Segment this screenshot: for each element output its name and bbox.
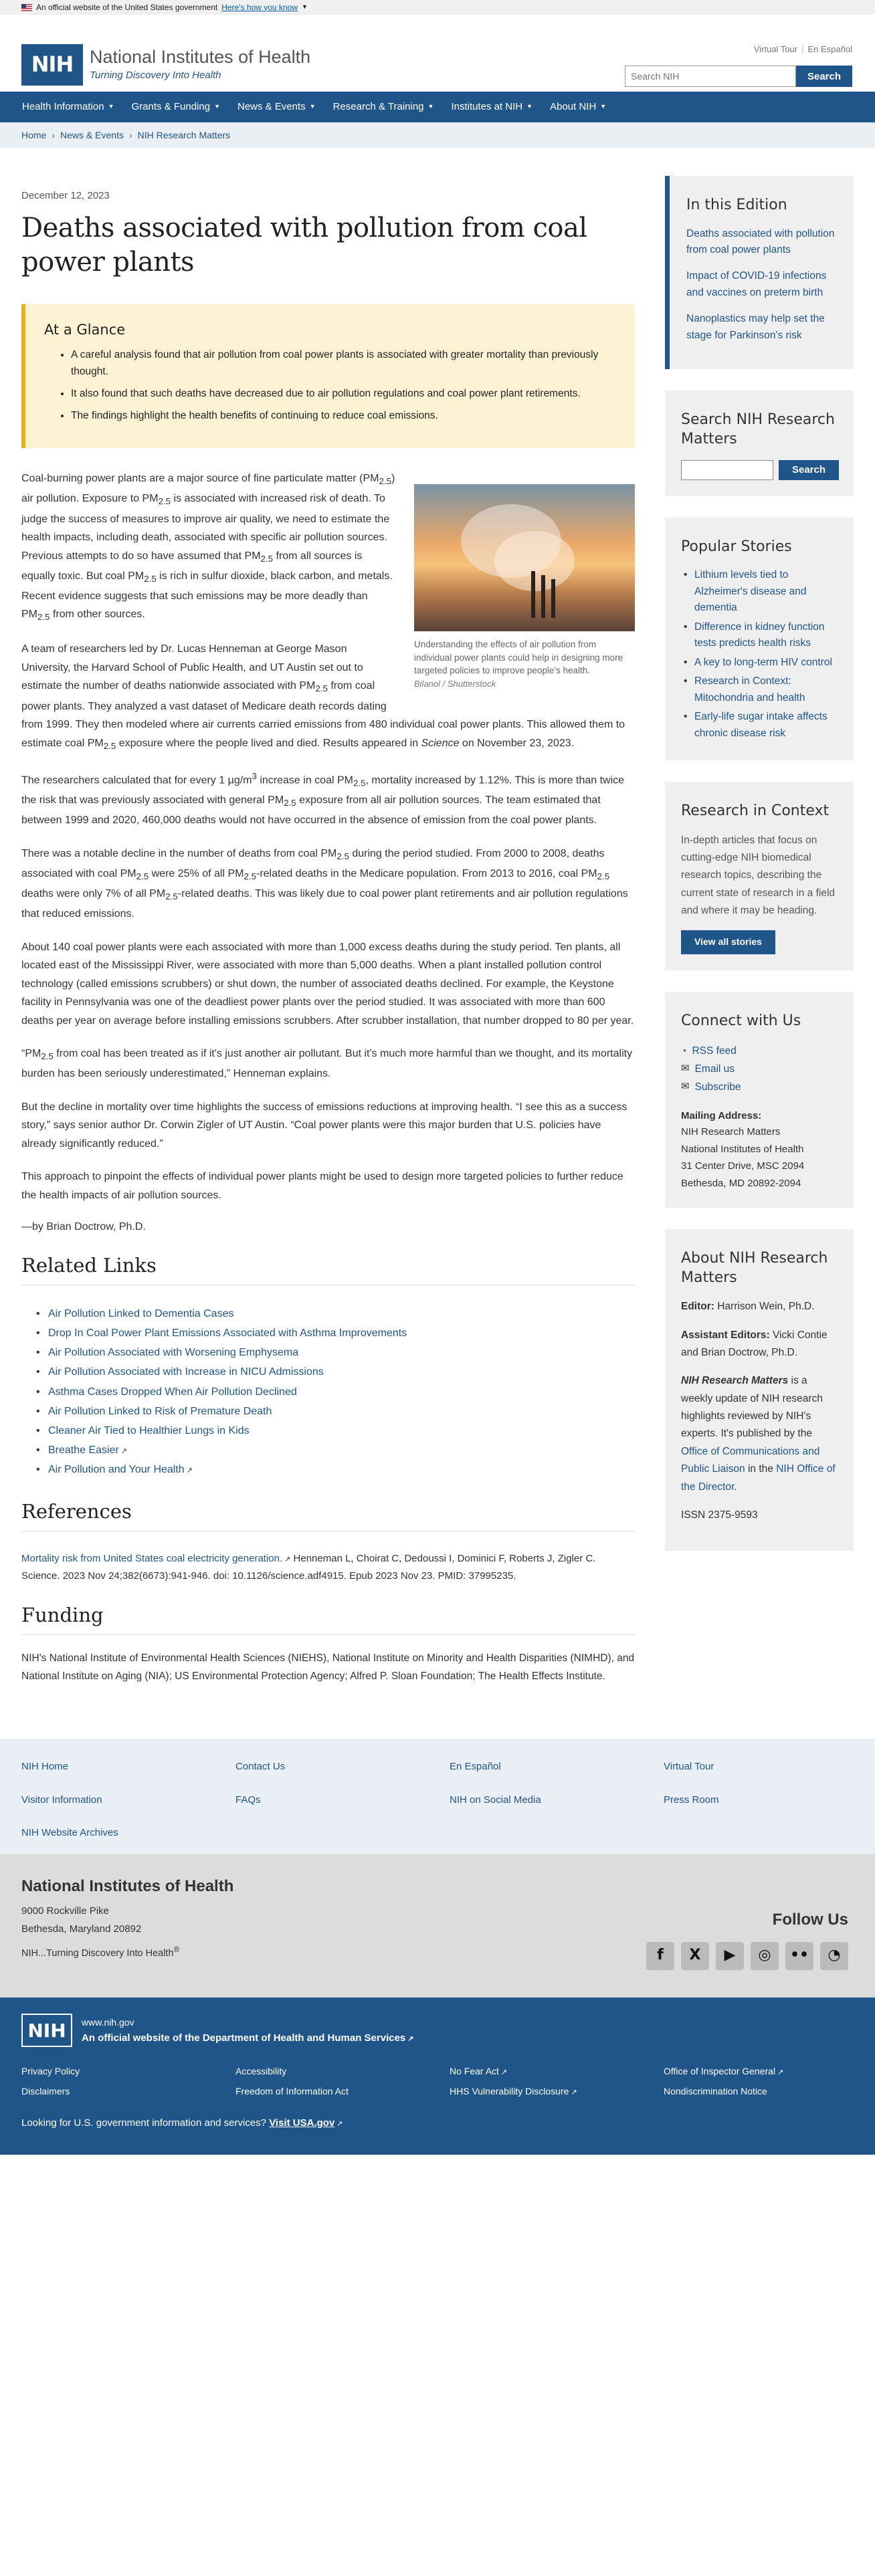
references-heading: References <box>21 1497 635 1531</box>
us-flag-icon <box>21 4 32 11</box>
editor: Editor: Harrison Wein, Ph.D. <box>681 1301 815 1313</box>
body-paragraph: There was a notable decline in the number of deaths from coal $PM_{2.5}$ during the period studied. From 2000 to 2008, deaths associated with coal $PM_{2.5}$ were 25% of all $PM_{2.5}$-related deaths in the Medicare population. From 2013 to 2016, coal $PM_{2.5}$ deaths were only 7% of all $PM_{2.5}$-related deaths. This was likely due to coal power plant retirements and air pollution regulations that reduced emissions. <box>21 847 628 920</box>
usa-gov-link[interactable]: Visit USA.gov <box>269 2117 335 2129</box>
chevron-down-icon: ▼ <box>301 3 308 11</box>
breadcrumb: Home › News & Events › NIH Research Matters <box>0 122 875 148</box>
footer-link-faqs[interactable]: FAQs <box>235 1794 261 1806</box>
ric-description: In-depth articles that focus on cutting-edge NIH biomedical research topics, describing the current state of research in a field and where it may be heading. <box>681 834 836 916</box>
related-heading: Related Links <box>21 1251 635 1285</box>
nav-institutes[interactable]: Institutes at NIH ▼ <box>451 101 533 113</box>
external-link-icon: ↗ <box>500 2068 508 2077</box>
sidebar <box>665 148 854 1685</box>
related-link[interactable]: Cleaner Air Tied to Healthier Lungs in Kids <box>48 1424 250 1436</box>
footer-org <box>0 1854 875 1998</box>
about-description: NIH Research Matters is a weekly update of NIH research highlights reviewed by NIH's experts. It's published by the Office of Communications and Public Liaison in the NIH Office of the Director. <box>681 1375 836 1493</box>
site-search <box>625 66 852 87</box>
popular-heading: Popular Stories <box>681 538 792 555</box>
nih-url: www.nih.gov <box>82 2016 134 2028</box>
chevron-down-icon: ▼ <box>309 103 316 110</box>
follow-heading: Follow Us <box>772 1911 848 1929</box>
byline: —by Brian Doctrow, Ph.D. <box>21 1221 146 1233</box>
footer-link-visitor-info[interactable]: Visitor Information <box>21 1794 102 1806</box>
main-nav <box>0 92 875 122</box>
related-link[interactable]: Air Pollution Linked to Dementia Cases <box>48 1308 234 1320</box>
breadcrumb-home[interactable]: Home <box>21 130 47 140</box>
disclaimers-link[interactable]: Disclaimers <box>21 2086 70 2097</box>
footer-gov <box>0 1998 875 2155</box>
in-this-edition <box>665 176 854 369</box>
logo-tagline: Turning Discovery Into Health <box>90 69 221 81</box>
breadcrumb-research-matters[interactable]: NIH Research Matters <box>137 130 231 140</box>
body-paragraph: The researchers calculated that for every 1 $\mu g/m^3$ increase in coal $PM_{2.5}$, mortality increased by 1.12%. This is more than twice the risk that was previously associated with general $PM_{2.5}$ exposure from all air pollution sources. The team estimated that between 1999 and 2020, 460,000 deaths would not have occurred in the absence of emission from the coal power plants. <box>21 770 625 827</box>
power-plant-image <box>414 484 635 631</box>
search-button[interactable]: Search <box>796 66 852 87</box>
article <box>21 148 635 1685</box>
nav-about-nih[interactable]: About NIH ▼ <box>550 101 607 113</box>
footer-link-archives[interactable]: NIH Website Archives <box>21 1826 118 1838</box>
related-link[interactable]: Air Pollution and Your Health <box>48 1464 185 1476</box>
connect-with-us <box>665 992 854 1208</box>
gov-banner-text: An official website of the United States government <box>36 2 218 12</box>
gov-banner <box>0 0 875 15</box>
site-header <box>0 15 875 92</box>
subscribe-link[interactable]: Subscribe <box>694 1081 741 1093</box>
search-input[interactable] <box>625 66 796 87</box>
footer-address: 9000 Rockville Pike Bethesda, Maryland 20892 <box>21 1905 142 1935</box>
popular-story-link[interactable]: Early-life sugar intake affects chronic disease risk <box>694 711 828 739</box>
at-a-glance-box <box>21 304 635 449</box>
instagram-icon[interactable]: ◎ <box>751 1942 779 1970</box>
glance-heading: At a Glance <box>44 321 126 338</box>
figure-credit: Bilanol / Shutterstock <box>414 679 496 689</box>
ric-heading: Research in Context <box>681 802 830 819</box>
popular-story-link[interactable]: Research in Context: Mitochondria and health <box>694 675 805 704</box>
youtube-icon[interactable]: ▶ <box>716 1942 744 1970</box>
related-link[interactable]: Drop In Coal Power Plant Emissions Associated with Asthma Improvements <box>48 1327 407 1339</box>
espanol-link[interactable]: En Español <box>807 44 852 54</box>
email-us-link[interactable]: Email us <box>694 1063 735 1075</box>
footer-link-contact[interactable]: Contact Us <box>235 1761 286 1773</box>
assistant-editors: Assistant Editors: Vicki Contie and Brian Doctrow, Ph.D. <box>681 1329 828 1359</box>
nih-logo-mark: NIH <box>21 44 83 86</box>
reference-link[interactable]: Mortality risk from United States coal electricity generation. <box>21 1553 283 1565</box>
figure-caption: Understanding the effects of air pollution from individual power plants could help in designing more targeted policies to improve people's health. <box>414 639 623 676</box>
external-link-icon: ↗ <box>186 1467 193 1475</box>
related-link[interactable]: Asthma Cases Dropped When Air Pollution Declined <box>48 1386 297 1398</box>
usa-gov-line: Looking for U.S. government information and services? Visit USA.gov ↗ <box>21 2117 343 2129</box>
foia-link[interactable]: Freedom of Information Act <box>235 2086 349 2097</box>
reference-citation: Henneman L, Choirat C, Dedoussi I, Dominici F, Roberts J, Zigler C. Science. 2023 Nov 24;382(6673):941-946. doi: 10.1126/science.adf4915. Epub 2023 Nov 23. PMID: 37995235. <box>21 1553 596 1582</box>
external-link-icon: ↗ <box>284 1555 291 1564</box>
virtual-tour-link[interactable]: Virtual Tour <box>753 44 798 54</box>
related-link[interactable]: Breathe Easier <box>48 1444 119 1456</box>
article-figure <box>414 484 635 691</box>
nav-research-training[interactable]: Research & Training ▼ <box>332 101 434 113</box>
glance-item: • It also found that such deaths have decreased due to air pollution regulations and coal power plant retirements. <box>71 386 615 403</box>
view-all-stories-button[interactable]: View all stories <box>681 930 775 954</box>
external-link-icon: ↗ <box>407 2034 414 2043</box>
issn: ISSN 2375-9593 <box>681 1509 758 1521</box>
body-paragraph: “$PM_{2.5}$ from coal has been treated as if it's just another air pollutant. But it's much more harmful than we thought, and its mortality burden has been seriously underestimated,” Henneman explains. <box>21 1048 633 1080</box>
rss-feed-link[interactable]: RSS feed <box>692 1045 737 1057</box>
nav-grants-funding[interactable]: Grants & Funding ▼ <box>131 101 220 113</box>
body-paragraph: About 140 coal power plants were each associated with more than 1,000 excess deaths during the study period. Ten plants, all located east of the Mississippi River, were associated with more than 5,000 deaths. When a plant installed pollution control technology (called emissions scrubbers) or shut down, the number of associated deaths declined. For example, the Keystone facility in Pennsylvania was one of the deadliest power plants over the period studied. It was associated with more than 600 deaths per year on average before installing emissions scrubbers. After scrubber installation, that number dropped to 80 per year. <box>21 941 634 1027</box>
inspector-general-link[interactable]: Office of Inspector General ↗ <box>664 2066 784 2077</box>
no-fear-act-link[interactable]: No Fear Act ↗ <box>450 2066 508 2077</box>
chevron-down-icon: ▼ <box>600 103 607 110</box>
hhs-official-text[interactable]: An official website of the Department of Health and Human Services ↗ <box>82 2032 414 2044</box>
nih-od-link[interactable]: NIH Office of the Director <box>681 1463 836 1493</box>
chevron-down-icon: ▼ <box>108 103 114 110</box>
body-paragraph: But the decline in mortality over time highlights the success of emissions reductions at improving health. “I see this as a success story,” says senior author Dr. Corwin Zigler of UT Austin. “Coal power plants were this major burden that U.S. policies have already significantly reduced.” <box>21 1101 627 1150</box>
chevron-down-icon: ▼ <box>427 103 434 110</box>
external-link-icon: ↗ <box>571 2088 577 2097</box>
page-title: Deaths associated with pollution from coal power plants <box>21 213 587 278</box>
nih-footer-logo[interactable]: NIH <box>21 2014 72 2047</box>
footer-link-social-media[interactable]: NIH on Social Media <box>450 1794 541 1806</box>
external-link-icon: ↗ <box>777 2068 784 2077</box>
popular-story-link[interactable]: Difference in kidney function tests predicts health risks <box>694 621 825 649</box>
nav-news-events[interactable]: News & Events ▼ <box>237 101 316 113</box>
funding-text: NIH's National Institute of Environmental Health Sciences (NIEHS), National Institute on Minority and Health Disparities (NIMHD), and National Institute on Aging (NIA); US Environmental Protection Agency; Alfred P. Sloan Foundation; The Health Effects Institute. <box>21 1652 635 1682</box>
privacy-policy-link[interactable]: Privacy Policy <box>21 2066 80 2077</box>
body-paragraph: This approach to pinpoint the effects of individual power plants might be used to design more targeted policies to further reduce the health impacts of air pollution sources. <box>21 1171 623 1201</box>
external-link-icon: ↗ <box>336 2119 343 2128</box>
footer-org-name: National Institutes of Health <box>21 1877 234 1896</box>
subscribe-icon: ✉ <box>681 1081 690 1093</box>
footer-link-nih-home[interactable]: NIH Home <box>21 1761 69 1773</box>
research-in-context <box>665 782 854 970</box>
external-link-icon: ↗ <box>120 1446 128 1455</box>
chevron-down-icon: ▼ <box>214 103 220 110</box>
logo-title: National Institutes of Health <box>90 46 311 67</box>
popular-story-link[interactable]: A key to long-term HIV control <box>694 656 832 668</box>
ocpl-link[interactable]: Office of Communications and Public Liaison <box>681 1445 820 1475</box>
nih-logo[interactable] <box>21 44 310 86</box>
follow-us <box>646 1907 848 1969</box>
popular-story-link[interactable]: Lithium levels tied to Alzheimer's disease and dementia <box>694 569 807 614</box>
rss-icon[interactable]: ◔ <box>820 1942 848 1970</box>
related-link[interactable]: Air Pollution Linked to Risk of Premature Death <box>48 1405 272 1417</box>
breadcrumb-news-events[interactable]: News & Events <box>60 130 124 140</box>
connect-heading: Connect with Us <box>681 1012 801 1029</box>
hhs-vulnerability-link[interactable]: HHS Vulnerability Disclosure ↗ <box>450 2086 577 2097</box>
mailing-address: NIH Research Matters National Institutes of Health 31 Center Drive, MSC 2094 Bethesda, MD 20892-2094 <box>681 1126 805 1189</box>
footer-link-espanol[interactable]: En Español <box>450 1761 501 1773</box>
search-rm-heading: Search NIH Research Matters <box>681 411 835 447</box>
heres-how-you-know-link[interactable]: Here's how you know <box>221 2 298 12</box>
utility-links: Virtual Tour | En Español <box>753 44 852 54</box>
facebook-icon[interactable]: f <box>646 1942 674 1970</box>
glance-item: • A careful analysis found that air pollution from coal power plants is associated with greater mortality than previously thought. <box>71 347 615 381</box>
body-paragraph: Coal-burning power plants are a major source of fine particulate matter $(PM_{2.5})$ air pollution. Exposure to $PM_{2.5}$ is associated with increased risk of death. To judge the success of measures to improve air quality, we need to estimate the health impacts, including death, associated with specific air pollution sources. Previous attempts to do so have assumed that $PM_{2.5}$ from all sources is equally toxic. But coal $PM_{2.5}$ is rich in sulfur dioxide, black carbon, and metals. Recent evidence suggests that such emissions may be more deadly than $PM_{2.5}$ from other sources. <box>21 473 395 623</box>
popular-stories <box>665 518 854 760</box>
edition-link[interactable]: Impact of COVID-19 infections and vaccines on preterm birth <box>686 270 827 298</box>
search-research-matters <box>665 391 854 496</box>
nondiscrimination-link[interactable]: Nondiscrimination Notice <box>664 2086 767 2097</box>
accessibility-link[interactable]: Accessibility <box>235 2066 287 2077</box>
edition-heading: In this Edition <box>686 197 787 213</box>
flickr-icon[interactable]: •• <box>785 1942 813 1970</box>
rss-icon: ◔ <box>681 1045 687 1056</box>
related-links <box>21 1251 635 1479</box>
article-date: December 12, 2023 <box>21 190 110 201</box>
chevron-down-icon: ▼ <box>526 103 533 110</box>
body-paragraph: A team of researchers led by Dr. Lucas Henneman at George Mason University, the Harvard School of Public Health, and UT Austin set out to estimate the number of deaths nationwide associated with $PM_{2.5}$ from coal power plants. They analyzed a vast dataset of Medicare death records dating from 1999. They then modeled where air currents carried emissions from 480 individual coal power plants. This allowed them to estimate coal $PM_{2.5}$ exposure where the people lived and died. Results appeared in Science on November 23, 2023. <box>21 643 625 751</box>
footer-link-press-room[interactable]: Press Room <box>664 1794 719 1806</box>
x-icon[interactable]: X <box>681 1942 709 1970</box>
references <box>21 1497 635 1584</box>
related-link[interactable]: Air Pollution Associated with Increase in NICU Admissions <box>48 1366 324 1378</box>
funding <box>21 1600 635 1685</box>
footer-link-virtual-tour[interactable]: Virtual Tour <box>664 1761 714 1773</box>
related-link[interactable]: Air Pollution Associated with Worsening Emphysema <box>48 1347 299 1359</box>
footer-tagline: NIH...Turning Discovery Into Health® <box>21 1944 180 1959</box>
edition-link[interactable]: Nanoplastics may help set the stage for Parkinson's risk <box>686 312 825 341</box>
about-heading: About NIH Research Matters <box>681 1250 828 1286</box>
about-research-matters <box>665 1229 854 1551</box>
glance-item: • The findings highlight the health benefits of continuing to reduce coal emissions. <box>71 408 615 425</box>
email-icon: ✉ <box>681 1063 690 1075</box>
footer-links <box>0 1739 875 1854</box>
funding-heading: Funding <box>21 1600 635 1635</box>
edition-link[interactable]: Deaths associated with pollution from coal power plants <box>686 227 835 256</box>
nav-health-information[interactable]: Health Information ▼ <box>22 101 114 113</box>
research-matters-search-input[interactable] <box>681 460 773 480</box>
mailing-address-label: Mailing Address: <box>681 1109 762 1121</box>
research-matters-search-button[interactable]: Search <box>779 460 839 480</box>
